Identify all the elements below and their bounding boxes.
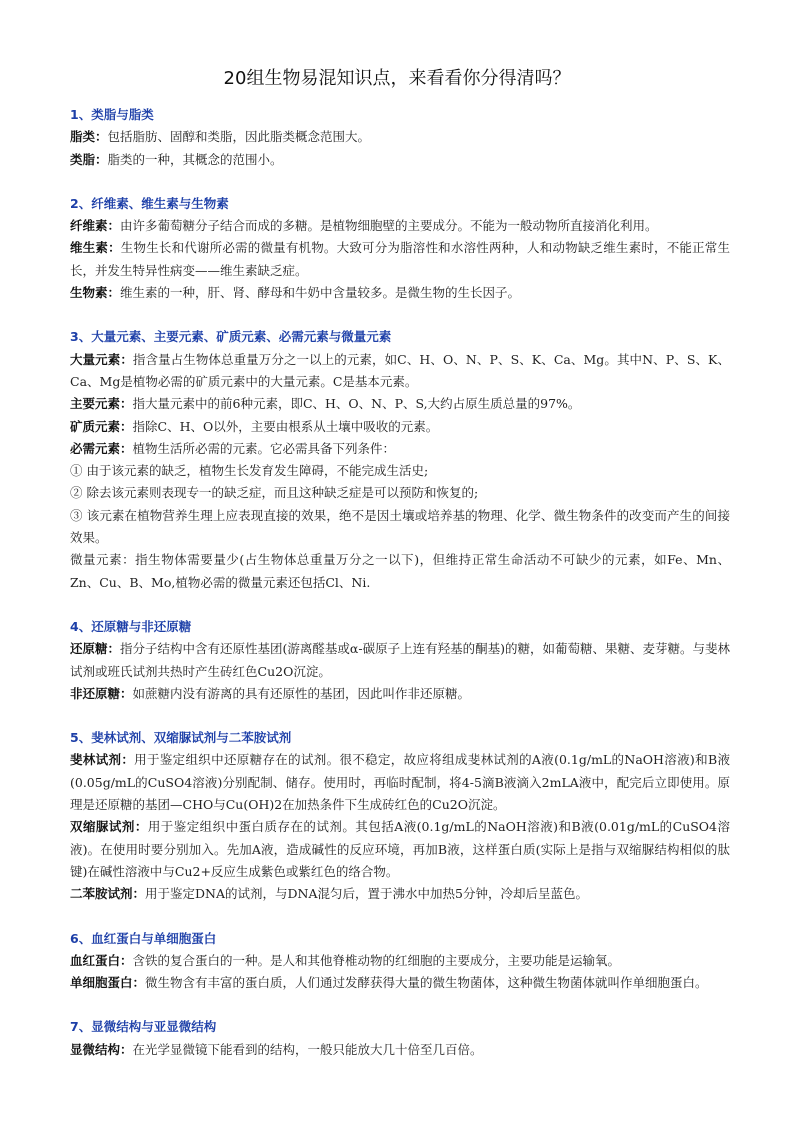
definition-text: ① 由于该元素的缺乏，植物生长发育发生障碍，不能完成生活史; — [70, 463, 429, 479]
paragraph — [70, 438, 730, 460]
definition-text: 指含量占生物体总重量万分之一以上的元素，如C、H、O、N、P、S、K、Ca、Mg。其中N、P、S、K、Ca、Mg是植物必需的矿质元素中的大量元素。C是基本元素。 — [70, 351, 730, 389]
definition-text: 如蔗糖内没有游离的具有还原性的基团，因此叫作非还原糖。 — [132, 685, 471, 701]
paragraph — [70, 505, 730, 550]
definition-text: 指大量元素中的前6种元素，即C、H、O、N、P、S,大约占原生质总量的97%。 — [132, 396, 581, 412]
term-label: 矿质元素： — [70, 418, 133, 434]
paragraph — [70, 149, 730, 171]
page-title: 20组生物易混知识点，来看看你分得清吗？ — [223, 68, 571, 89]
definition-text: 维生素的一种，肝、肾、酵母和牛奶中含量较多。是微生物的生长因子。 — [120, 285, 521, 301]
section-7 — [70, 1016, 730, 1061]
paragraph — [70, 950, 730, 972]
term-label: 斐林试剂： — [70, 752, 135, 768]
section-4 — [70, 616, 730, 705]
definition-text: 在光学显微镜下能看到的结构，一般只能放大几十倍至几百倍。 — [132, 1041, 483, 1057]
term-label: 维生素： — [70, 240, 121, 256]
section-3 — [70, 326, 730, 594]
paragraph — [70, 482, 730, 504]
paragraph — [70, 683, 730, 705]
section-2 — [70, 193, 730, 304]
paragraph — [70, 393, 730, 415]
section-heading: 1、类脂与脂类 — [70, 107, 154, 122]
definition-text: 微量元素：指生物体需要量少(占生物体总重量万分之一以下)，但维持正常生命活动不可缺少的元素，如Fe、Mn、Zn、Cu、B、Mo,植物必需的微量元素还包括Cl、Ni. — [70, 552, 730, 590]
paragraph — [70, 1039, 730, 1061]
term-label: 血红蛋白： — [70, 952, 133, 968]
section-heading: 2、纤维素、维生素与生物素 — [70, 195, 229, 211]
paragraph — [70, 349, 730, 394]
definition-text: 指除C、H、O以外，主要由根系从土壤中吸收的元素。 — [132, 418, 439, 434]
section-5 — [70, 727, 730, 905]
term-label: 必需元素： — [70, 440, 133, 456]
definition-text: 含铁的复合蛋白的一种。是人和其他脊椎动物的红细胞的主要成分，主要功能是运输氧。 — [132, 952, 621, 968]
paragraph — [70, 816, 730, 883]
paragraph — [70, 972, 730, 994]
definition-text: 脂类的一种，其概念的范围小。 — [107, 151, 283, 167]
term-label: 还原糖： — [70, 641, 121, 657]
section-heading: 7、显微结构与亚显微结构 — [70, 1019, 217, 1035]
definition-text: 包括脂肪、固醇和类脂，因此脂类概念范围大。 — [107, 129, 371, 145]
paragraph — [70, 638, 730, 683]
paragraph — [70, 126, 730, 148]
term-label: 单细胞蛋白： — [70, 975, 146, 991]
definition-text: 用于鉴定组织中蛋白质存在的试剂。其包括A液(0.1g/mL的NaOH溶液)和B液(0.01g/mL的CuSO4溶液)。在使用时要分别加入。先加A液，造成碱性的反应环境，再加B液，这样蛋白质(实际上是指与双缩脲结构相似的肽键)在碱性溶液中与Cu2+反应生成紫色或紫红色的络合物。 — [70, 819, 730, 879]
paragraph — [70, 215, 730, 237]
section-heading: 5、斐林试剂、双缩脲试剂与二苯胺试剂 — [70, 730, 292, 746]
definition-text: 植物生活所必需的元素。它必需具备下列条件： — [132, 440, 396, 456]
term-label: 生物素： — [70, 285, 121, 301]
term-label: 主要元素： — [70, 396, 133, 412]
section-heading: 3、大量元素、主要元素、矿质元素、必需元素与微量元素 — [70, 329, 392, 345]
term-label: 二苯胺试剂： — [70, 886, 146, 902]
paragraph — [70, 460, 730, 482]
paragraph — [70, 549, 730, 594]
definition-text: 微生物含有丰富的蛋白质，人们通过发酵获得大量的微生物菌体，这种微生物菌体就叫作单细胞蛋白。 — [145, 975, 708, 991]
article-body — [70, 104, 730, 1083]
term-label: 双缩脲试剂： — [70, 819, 148, 835]
section-heading: 6、血红蛋白与单细胞蛋白 — [70, 930, 217, 946]
paragraph — [70, 282, 730, 304]
term-label: 纤维素： — [70, 218, 121, 234]
definition-text: ② 除去该元素则表现专一的缺乏症，而且这种缺乏症是可以预防和恢复的; — [70, 485, 479, 501]
definition-text: 生物生长和代谢所必需的微量有机物。大致可分为脂溶性和水溶性两种，人和动物缺乏维生素时，不能正常生长，并发生特异性病变——维生素缺乏症。 — [70, 240, 730, 278]
paragraph — [70, 237, 730, 282]
definition-text: 用于鉴定组织中还原糖存在的试剂。很不稳定，故应将组成斐林试剂的A液(0.1g/mL的NaOH溶液)和B液(0.05g/mL的CuSO4溶液)分别配制、储存。使用时，再临时配制，将4-5滴B液滴入2mLA液中，配完后立即使用。原理是还原糖的基团—CHO与Cu(OH)2在加热条件下生成砖红色的Cu2O沉淀。 — [70, 752, 730, 813]
section-1 — [70, 104, 730, 171]
term-label: 显微结构： — [70, 1041, 133, 1057]
term-label: 类脂： — [70, 151, 108, 167]
paragraph — [70, 883, 730, 905]
section-heading: 4、还原糖与非还原糖 — [70, 618, 192, 634]
term-label: 脂类： — [70, 129, 108, 145]
section-6 — [70, 928, 730, 995]
definition-text: 指分子结构中含有还原性基团(游离醛基或α-碳原子上连有羟基的酮基)的糖，如葡萄糖、果糖、麦芽糖。与斐林试剂或班氏试剂共热时产生砖红色Cu2O沉淀。 — [70, 641, 730, 679]
definition-text: ③ 该元素在植物营养生理上应表现直接的效果，绝不是因土壤或培养基的物理、化学、微生物条件的改变而产生的间接效果。 — [70, 507, 730, 546]
definition-text: 用于鉴定DNA的试剂，与DNA混匀后，置于沸水中加热5分钟，冷却后呈蓝色。 — [145, 886, 588, 902]
term-label: 非还原糖： — [70, 685, 133, 701]
paragraph — [70, 416, 730, 438]
definition-text: 由许多葡萄糖分子结合而成的多糖。是植物细胞壁的主要成分。不能为一般动物所直接消化利用。 — [120, 218, 658, 234]
term-label: 大量元素： — [70, 351, 133, 367]
paragraph — [70, 749, 730, 816]
